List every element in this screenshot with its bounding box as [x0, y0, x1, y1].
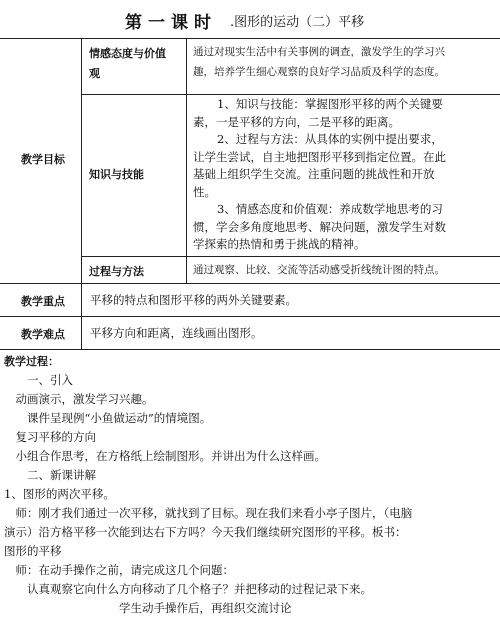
emotion-label-cell [82, 38, 187, 95]
knowledge-line-2: 素，一是平移的方向，二是平移的距离。 [193, 114, 400, 129]
key-point-label: 教学重点 [21, 295, 65, 308]
process-line: 动画演示，激发学习兴趣。 [4, 392, 154, 406]
title-row [0, 0, 500, 39]
emotion-label-line-2: 观 [89, 67, 100, 80]
knowledge-line-7: 3、情感态度和价值观：养成数学地思考的习 [217, 202, 443, 216]
process-line: 图形的平移 [4, 544, 62, 558]
difficulty-content-cell [82, 317, 500, 350]
key-point-content-cell [82, 284, 500, 317]
process-line: 认真观察它向什么方向移动了几个格子？并把移动的过程记录下来。 [4, 582, 372, 596]
process-line: 师：在动手操作之前，请完成这几个问题： [4, 563, 234, 577]
knowledge-line-5: 基础上组织学生交流。注重问题的挑战性和开放 [193, 167, 435, 181]
emotion-content-line-1: 通过对现实生活中有关事例的调查，激发学生的学习兴 [193, 46, 445, 58]
emotion-content-cell [187, 38, 500, 95]
process-method-label-cell [82, 257, 187, 284]
knowledge-line-8: 惯，学会多角度地思考、解决问题，激发学生对数 [193, 219, 446, 234]
objectives-label-cell [0, 38, 82, 284]
knowledge-label: 知识与技能 [89, 168, 144, 181]
process-line: 师：刚才我们通过一次平移，就找到了目标。现在我们来看小亭子图片，（电脑 [4, 506, 413, 520]
knowledge-line-3: 2、过程与方法：从具体的实例中提出要求， [217, 132, 443, 146]
process-method-label: 过程与方法 [89, 265, 144, 278]
process-line: 课件呈现例“小鱼做运动”的情境图。 [4, 411, 212, 425]
process-method-content-cell [187, 257, 500, 284]
teaching-process [4, 352, 496, 618]
key-point-content: 平移的特点和图形平移的两外关键要素。 [90, 293, 297, 307]
process-line: 一、引入 [4, 373, 73, 387]
difficulty-label-cell [0, 317, 82, 350]
process-line: 二、新课讲解 [4, 468, 96, 482]
process-line: 演示）沿方格平移一次能到达右下方吗？今天我们继续研究图形的平移。板书： [4, 525, 407, 539]
objectives-label: 教学目标 [21, 153, 65, 166]
process-line: 1、图形的两次平移。 [4, 487, 115, 501]
objectives-table [0, 38, 500, 347]
emotion-content-line-2: 趣，培养学生细心观察的良好学习品质及科学的态度。 [193, 66, 445, 78]
key-point-label-cell [0, 284, 82, 317]
process-line: 复习平移的方向 [4, 430, 96, 444]
knowledge-content-cell [187, 95, 500, 257]
difficulty-content: 平移方向和距离，连线画出图形。 [90, 326, 263, 340]
lesson-subtitle: .图形的运动（二）平移 [230, 15, 365, 30]
process-method-content: 通过观察、比较、交流等活动感受折线统计图的特点。 [193, 264, 445, 276]
lesson-title: 第一课时 [125, 13, 217, 33]
knowledge-line-1: 1、知识与技能：掌握图形平移的两个关键要 [217, 97, 443, 111]
knowledge-line-4: 让学生尝试，自主地把图形平移到指定位置。在此 [193, 149, 446, 164]
knowledge-line-9: 学探索的热情和勇于挑战的精神。 [193, 237, 366, 251]
difficulty-label: 教学难点 [21, 328, 65, 341]
process-heading: 教学过程： [4, 355, 59, 368]
emotion-label-line-1: 情感态度与价值 [89, 47, 166, 60]
process-line: 小组合作思考，在方格纸上绘制图形。并讲出为什么这样画。 [4, 449, 326, 463]
process-line: 学生动手操作后，再组织交流讨论 [4, 601, 292, 615]
knowledge-line-6: 性。 [193, 184, 216, 199]
knowledge-label-cell [82, 95, 187, 257]
